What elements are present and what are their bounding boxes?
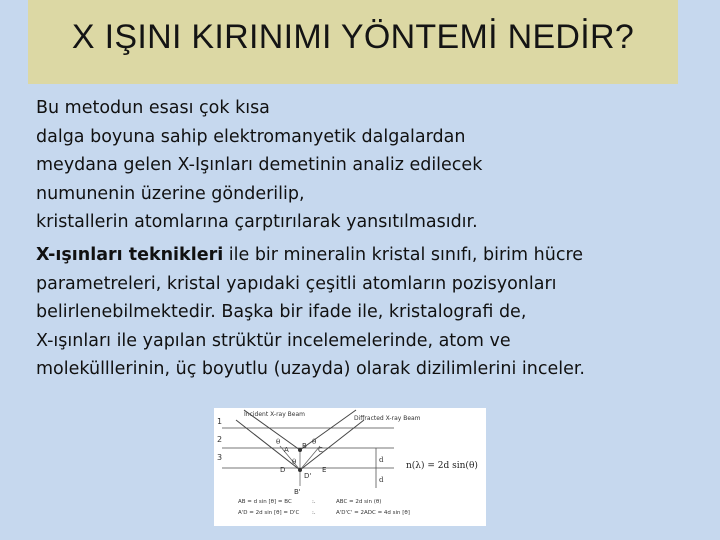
paragraph-line: kristallerin atomlarına çarptırılarak yansıtılmasıdır. xyxy=(36,212,478,232)
paragraph-techniques xyxy=(36,241,676,384)
derivation-equation: ABC = 2d sin (θ) xyxy=(336,499,382,505)
paragraph-line: numunenin üzerine gönderilip, xyxy=(36,183,305,204)
spacing-label: d xyxy=(379,476,384,484)
paragraph-line: Bu metodun esası çok kısa xyxy=(36,98,270,118)
point-label: D' xyxy=(304,472,312,480)
paragraph-line: X-ışınları ile yapılan strüktür incelemelerinde, atom ve xyxy=(36,330,511,351)
paragraph-line: molekülllerinin, üç boyutlu (uzayda) olarak dizilimlerini inceler. xyxy=(36,359,585,379)
derivation-equation: A'D'C' = 2ADC = 4d sin [θ] xyxy=(336,510,410,516)
point-label: B' xyxy=(294,488,301,496)
derivation-mark: :. xyxy=(312,510,316,516)
derivation-equation: A'D = 2d sin [θ] = D'C xyxy=(238,510,300,516)
derivation-equation: AB = d sin [θ] = BC xyxy=(238,499,292,505)
bragg-equation: n(λ) = 2d sin(θ) xyxy=(406,461,478,471)
plane-label: 2 xyxy=(217,435,223,444)
paragraph-line: dalga boyuna sahip elektromanyetik dalgalardan xyxy=(36,126,466,147)
theta-label: θ xyxy=(292,458,297,466)
spacing-label: d xyxy=(379,456,384,464)
point-label: A xyxy=(284,446,289,454)
point-label: B xyxy=(302,442,307,450)
title-band xyxy=(28,0,678,84)
plane-label: 3 xyxy=(217,453,223,462)
paragraph-line xyxy=(36,241,676,270)
diffracted-ray xyxy=(300,410,356,450)
diffracted-beam-label: Diffracted X-ray Beam xyxy=(354,415,421,422)
point-label: E xyxy=(322,466,327,474)
bragg-diffraction-figure xyxy=(214,408,486,526)
paragraph-definition xyxy=(36,94,676,237)
paragraph-line: meydana gelen X-Işınları demetinin analiz edilecek xyxy=(36,155,483,175)
derivation-mark: :. xyxy=(312,499,316,505)
line-rest: ile bir mineralin kristal sınıfı, birim hücre xyxy=(223,245,584,265)
paragraph-line: parametreleri, kristal yapıdaki çeşitli atomların pozisyonları xyxy=(36,273,557,294)
plane-label: 1 xyxy=(217,417,223,426)
slide-title: X IŞINI KIRINIMI YÖNTEMİ NEDİR? xyxy=(71,18,635,56)
atom xyxy=(298,468,302,472)
incident-beam-label: Incident X-ray Beam xyxy=(244,411,306,418)
theta-label: θ xyxy=(312,438,317,446)
point-label: D xyxy=(280,466,286,474)
point-label: C xyxy=(318,446,323,454)
paragraph-line: belirlenebilmektedir. Başka bir ifade ile, kristalografi de, xyxy=(36,302,527,322)
bold-lead: X-ışınları teknikleri xyxy=(36,245,224,265)
theta-label: θ xyxy=(276,438,281,446)
bragg-diagram xyxy=(214,408,486,526)
